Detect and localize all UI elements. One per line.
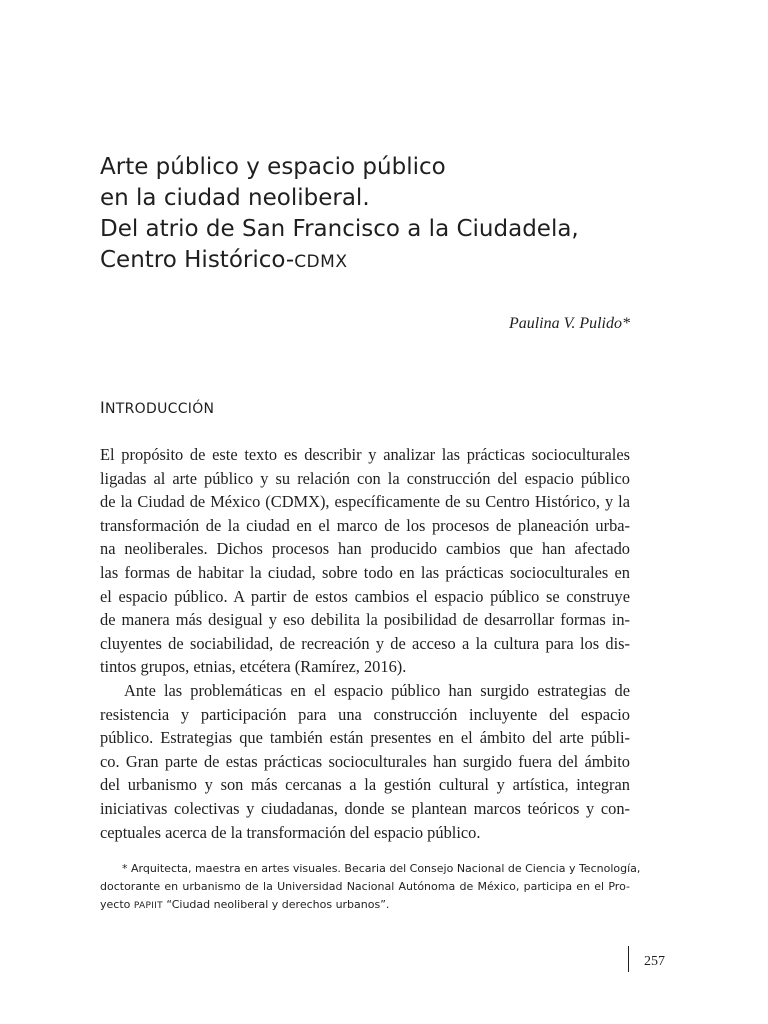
- footnote-line-3-pre: yecto: [100, 898, 134, 911]
- paragraph-1-line: el espacio público. A partir de estos cambios el espacio público se construye: [100, 586, 630, 606]
- chapter-title: [100, 152, 660, 278]
- paragraph-1-line: El propósito de este texto es describir y analizar las prácticas socioculturales: [100, 445, 630, 464]
- footnote: [100, 860, 641, 915]
- author-name: Paulina V. Pulido*: [508, 315, 630, 332]
- paragraph-1-line: las formas de habitar la ciudad, sobre todo en las prácticas socioculturales en: [100, 562, 630, 582]
- section-heading-initial: I: [100, 398, 106, 417]
- footnote-line-1: * Arquitecta, maestra en artes visuales. Becaria del Consejo Nacional de Ciencia y Tecnología,: [122, 862, 641, 875]
- footnote-line-3-post: “Ciudad neoliberal y derechos urbanos”.: [162, 898, 390, 911]
- paragraph-2: [100, 679, 630, 844]
- paragraph-1-line: ligadas al arte público y su relación con la construcción del espacio público: [100, 468, 630, 488]
- section-heading-rest: NTRODUCCIÓN: [105, 401, 215, 417]
- page-number: 257: [644, 954, 665, 969]
- title-line-3: Del atrio de San Francisco a la Ciudadela,: [100, 216, 579, 242]
- title-line-1: Arte público y espacio público: [100, 154, 446, 180]
- paragraph-2-line: ceptuales acerca de la transformación del espacio público.: [100, 822, 481, 842]
- title-line-4-main: Centro Histórico-: [100, 247, 295, 273]
- footnote-project-abbreviation: PAPIIT: [133, 901, 163, 911]
- paragraph-2-line: resistencia y participación para una construcción incluyente del espacio: [100, 704, 630, 724]
- paragraph-1-line: de manera más desigual y eso debilita la posibilidad de desarrollar formas in-: [100, 610, 630, 630]
- footnote-line-3: [100, 896, 630, 915]
- paragraph-1: [100, 443, 630, 679]
- title-line-2: en la ciudad neoliberal.: [100, 185, 370, 211]
- title-abbreviation: CDMX: [294, 252, 348, 272]
- paragraph-1-line: tintos grupos, etnias, etcétera (Ramírez, 2016).: [100, 657, 407, 677]
- body-text: [100, 443, 630, 844]
- paragraph-1-line: transformación de la ciudad en el marco de los procesos de planeación urba-: [100, 515, 630, 535]
- paragraph-1-line: cluyentes de sociabilidad, de recreación y de acceso a la cultura para los dis-: [100, 633, 630, 653]
- section-heading: [100, 398, 214, 419]
- footnote-line-2: doctorante en urbanismo de la Universidad Nacional Autónoma de México, participa en el Pro-: [100, 880, 630, 893]
- paragraph-2-line: co. Gran parte de estas prácticas socioculturales han surgido fuera del ámbito: [100, 751, 630, 771]
- paragraph-2-line: público. Estrategias que también están presentes en el ámbito del arte públi-: [100, 728, 630, 748]
- page-number-rule: [628, 946, 629, 972]
- paragraph-2-line: iniciativas colectivas y ciudadanas, donde se plantean marcos teóricos y con-: [100, 798, 630, 818]
- paragraph-2-line: del urbanismo y son más cercanas a la gestión cultural y artística, integran: [100, 775, 630, 795]
- paragraph-2-line: Ante las problemáticas en el espacio público han surgido estrategias de: [124, 680, 630, 700]
- paragraph-1-line: de la Ciudad de México (CDMX), específicamente de su Centro Histórico, y la: [100, 492, 630, 512]
- title-line-4: [100, 245, 660, 278]
- paragraph-1-line: na neoliberales. Dichos procesos han producido cambios que han afectado: [100, 539, 630, 559]
